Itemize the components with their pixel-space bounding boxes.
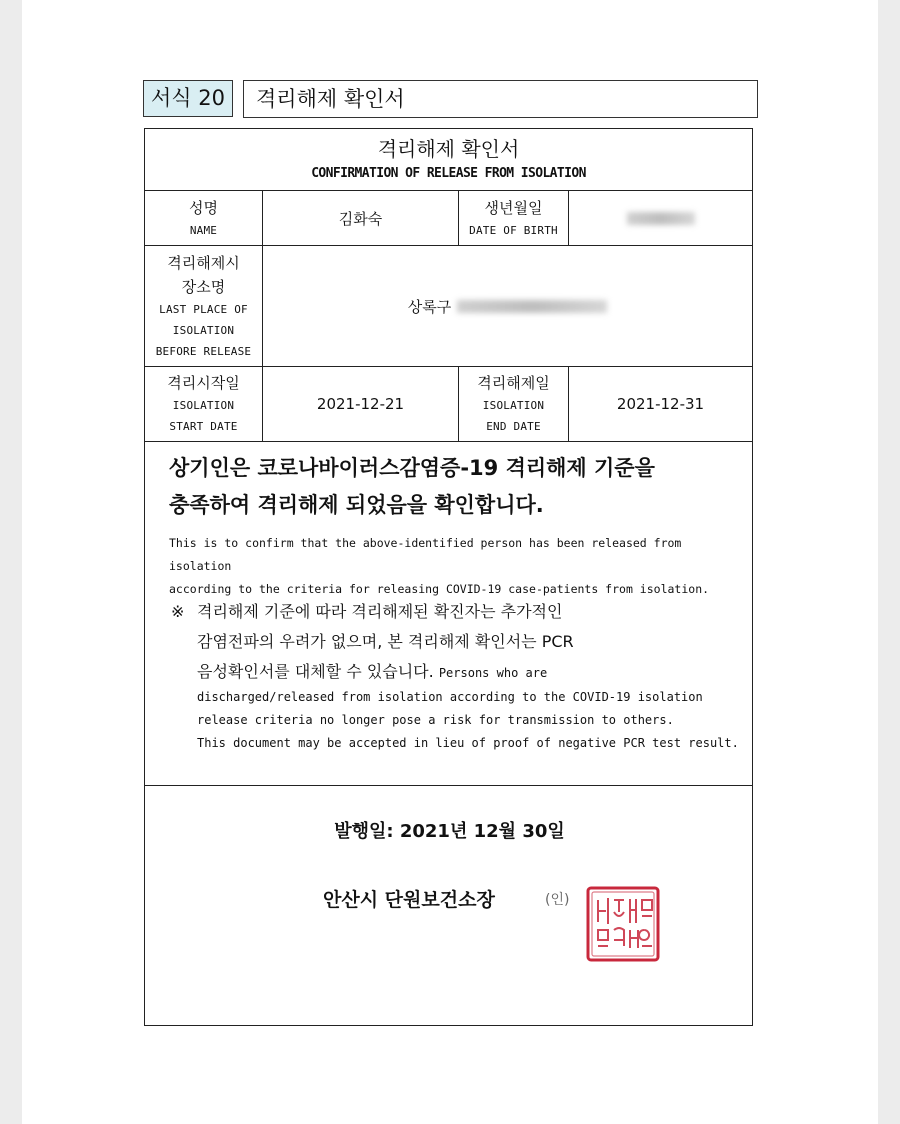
note-line-ko: 음성확인서를 대체할 수 있습니다. bbox=[197, 662, 434, 681]
redacted-address bbox=[457, 300, 607, 313]
start-label-en: ISOLATION bbox=[172, 399, 235, 412]
start-date-value: 2021-12-21 bbox=[316, 395, 405, 413]
document-title-en: CONFIRMATION OF RELEASE FROM ISOLATION bbox=[311, 165, 586, 181]
end-label-ko: 격리해제일 bbox=[477, 374, 550, 392]
place-value-cell bbox=[263, 246, 752, 366]
note-line: release criteria no longer pose a risk for transmission to others. bbox=[197, 713, 674, 727]
note-line: 격리해제 기준에 따라 격리해제된 확진자는 추가적인 bbox=[197, 602, 563, 621]
confirmation-line: 충족하여 격리해제 되었음을 확인합니다. bbox=[169, 493, 544, 517]
seal-stamp-icon bbox=[586, 886, 660, 962]
place-label-ko: 장소명 bbox=[181, 277, 226, 296]
place-label-ko: 격리해제시 bbox=[167, 253, 240, 272]
name-value: 김화숙 bbox=[338, 209, 383, 228]
note-line bbox=[197, 657, 717, 688]
form-number-badge: 서식 20 bbox=[143, 80, 233, 117]
birth-label-en: DATE OF BIRTH bbox=[469, 223, 558, 237]
end-date-value: 2021-12-31 bbox=[616, 395, 705, 413]
name-value-cell bbox=[263, 191, 458, 245]
confirmation-document bbox=[144, 128, 753, 1026]
start-label-ko: 격리시작일 bbox=[167, 374, 240, 392]
note-reference-mark: ※ bbox=[171, 602, 185, 621]
place-label-en: LAST PLACE OF bbox=[159, 302, 248, 316]
document-title-ko: 격리해제 확인서 bbox=[377, 136, 520, 161]
place-value-prefix: 상록구 bbox=[407, 297, 452, 316]
start-value-cell bbox=[263, 367, 458, 441]
place-label-en: ISOLATION bbox=[172, 323, 235, 337]
end-value-cell bbox=[569, 367, 752, 441]
name-label-en: NAME bbox=[189, 223, 218, 237]
redacted-birth-date bbox=[627, 212, 695, 225]
confirmation-statement-ko bbox=[169, 450, 739, 524]
end-label-en: ISOLATION bbox=[482, 399, 545, 412]
start-label-cell bbox=[145, 367, 262, 441]
start-label-en: START DATE bbox=[169, 420, 238, 433]
confirmation-line: according to the criteria for releasing COVID-19 case-patients from isolation. bbox=[169, 582, 710, 596]
confirmation-statement-en bbox=[169, 532, 749, 601]
issuer-name: 안산시 단원보건소장 bbox=[323, 889, 495, 911]
note-ko bbox=[197, 597, 717, 688]
name-label-ko: 성명 bbox=[189, 198, 218, 217]
place-label-en: BEFORE RELEASE bbox=[155, 344, 252, 358]
end-label-cell bbox=[459, 367, 568, 441]
birth-label-ko: 생년월일 bbox=[484, 198, 543, 217]
note-line: 감염전파의 우려가 없으며, 본 격리해제 확인서는 PCR bbox=[197, 632, 574, 651]
place-label-cell bbox=[145, 246, 262, 366]
confirmation-line: This is to confirm that the above-identified person has been released from isolation bbox=[169, 536, 682, 573]
note-line-en-inline: Persons who are bbox=[438, 666, 548, 680]
note-line: This document may be accepted in lieu of proof of negative PCR test result. bbox=[197, 736, 739, 750]
form-title: 격리해제 확인서 bbox=[243, 80, 758, 118]
issue-date: 발행일: 2021년 12월 30일 bbox=[334, 821, 565, 842]
document-title bbox=[145, 129, 752, 190]
birth-label-cell bbox=[459, 191, 568, 245]
note-en bbox=[197, 686, 747, 755]
divider bbox=[145, 785, 752, 786]
birth-value-cell bbox=[569, 191, 752, 245]
seal-mark: (인) bbox=[545, 892, 570, 908]
official-seal bbox=[586, 886, 660, 966]
end-label-en: END DATE bbox=[486, 420, 541, 433]
name-label-cell bbox=[145, 191, 262, 245]
note-line: discharged/released from isolation according to the COVID-19 isolation bbox=[197, 690, 703, 704]
confirmation-line: 상기인은 코로나바이러스감염증-19 격리해제 기준을 bbox=[169, 456, 655, 480]
